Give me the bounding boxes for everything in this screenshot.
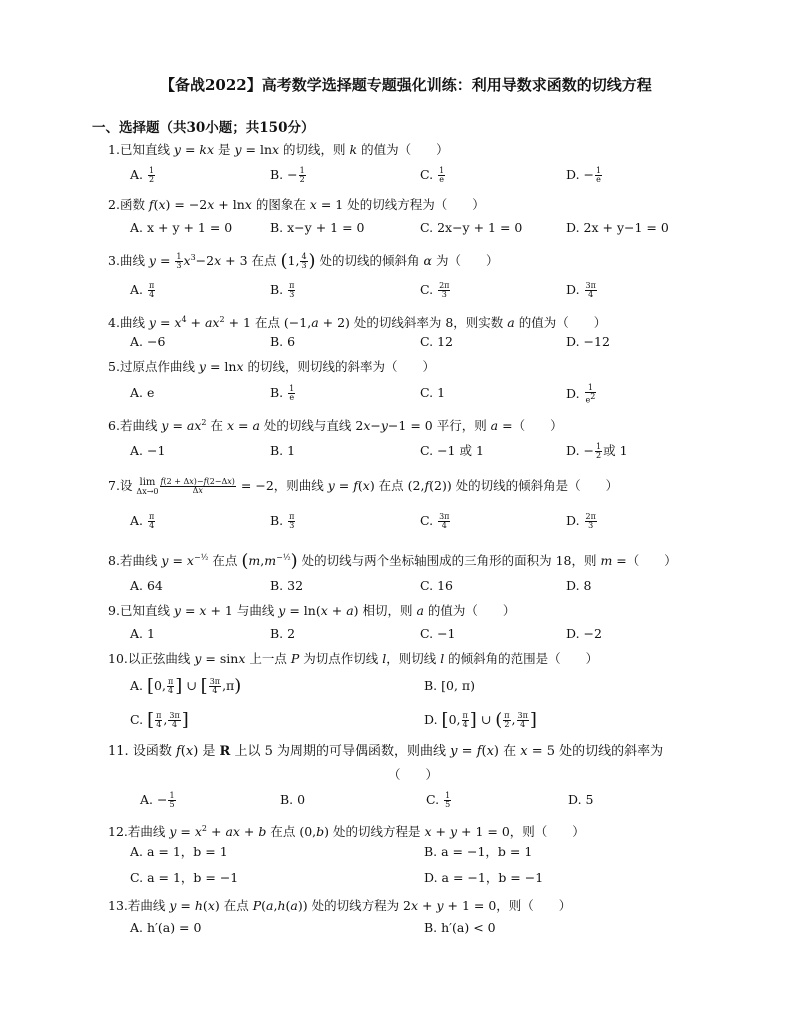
question-9-options	[130, 625, 730, 645]
question-8-options	[130, 577, 730, 597]
option-c[interactable]: C. −1 或 1	[420, 443, 484, 458]
option-d[interactable]: D. 2x + y−1 = 0	[566, 220, 669, 235]
option-d[interactable]: D. a = −1，b = −1	[424, 870, 544, 885]
option-b[interactable]: B. 0	[280, 792, 306, 807]
option-c[interactable]: C. 1	[420, 385, 446, 400]
question-1: 1.已知直线 y = kx 是 y = lnx 的切线，则 k 的值为（ ）	[108, 142, 449, 157]
question-2: 2.函数 f(x) = −2x + lnx 的图象在 x = 1 处的切线方程为（ ）	[108, 197, 485, 212]
option-b[interactable]: B. h′(a) < 0	[424, 920, 496, 935]
option-a[interactable]: A. −1	[130, 443, 166, 458]
option-c[interactable]: C. −1	[420, 626, 456, 641]
option-d[interactable]: D. −2	[566, 626, 602, 641]
option-a[interactable]: A. 1	[130, 626, 155, 641]
option-a[interactable]: A. x + y + 1 = 0	[130, 220, 233, 235]
option-d[interactable]: D. $\frac{1}{e^2}$	[566, 383, 596, 405]
option-d[interactable]: D. 8	[566, 578, 592, 593]
option-c[interactable]: C. 12	[420, 334, 453, 349]
question-12-options-row1	[130, 843, 730, 863]
question-5: 5.过原点作曲线 y = lnx 的切线，则切线的斜率为（ ）	[108, 359, 435, 374]
option-a[interactable]: A. $\frac{\pi}{4}$	[130, 281, 155, 299]
option-c[interactable]: C. [ $\frac{\pi}{4}$ , $\frac{3\pi}{4}$ ]	[130, 709, 189, 731]
question-13-options	[130, 919, 730, 939]
option-d[interactable]: D. − $\frac{1}{e}$	[566, 166, 602, 184]
option-c[interactable]: C. $\frac{1}{5}$	[426, 791, 451, 809]
option-b[interactable]: B. x−y + 1 = 0	[270, 220, 365, 235]
question-7: 7.设 lim Δx→0 $\frac{f(2 + \Delta x)-f(2-\Delta x)}{\Delta x}$ = −2，则曲线 y = f(x) 在点 (2,f(2)) 处的切线的倾斜角是（ ）	[108, 476, 619, 496]
option-c[interactable]: C. $\frac{1}{e}$	[420, 166, 445, 184]
option-a[interactable]: A. $\frac{\pi}{4}$	[130, 512, 155, 530]
question-10: 10.以正弦曲线 y = sinx 上一点 P 为切点作切线 l，则切线 l 的倾斜角的范围是（ ）	[108, 651, 599, 666]
question-5-options	[130, 384, 730, 404]
question-9: 9.已知直线 y = x + 1 与曲线 y = ln(x + a) 相切，则 a 的值为（ ）	[108, 603, 516, 618]
option-b[interactable]: B. $\frac{1}{e}$	[270, 384, 295, 402]
question-11-options	[130, 791, 730, 811]
option-b[interactable]: B. 32	[270, 578, 304, 593]
option-c[interactable]: C. a = 1，b = −1	[130, 870, 239, 885]
option-d[interactable]: D. $\frac{3\pi}{4}$	[566, 281, 596, 299]
option-a[interactable]: A. − $\frac{1}{5}$	[140, 791, 175, 809]
option-b[interactable]: B. $\frac{\pi}{3}$	[270, 512, 295, 530]
option-a[interactable]: A. $\frac{1}{2}$	[130, 166, 155, 184]
option-b[interactable]: B. a = −1，b = 1	[424, 844, 533, 859]
option-b[interactable]: B. 2	[270, 626, 296, 641]
question-6-options	[130, 442, 730, 462]
question-11: 11. 设函数 f(x) 是 R 上以 5 为周期的可导偶函数，则曲线 y = f(x) 在 x = 5 处的切线的斜率为	[108, 744, 664, 759]
option-b[interactable]: B. 1	[270, 443, 296, 458]
option-d[interactable]: D. $\frac{2\pi}{3}$	[566, 512, 596, 530]
question-1-options	[130, 166, 730, 186]
question-10-options-row2	[130, 711, 730, 731]
question-11-blank: （ ）	[388, 767, 439, 782]
question-3: 3.曲线 y = $\frac{1}{3}$ $x^3-2x + 3$ 在点 (1, $\frac{4}{3}$ ) 处的切线的倾斜角 α 为（ ）	[108, 250, 499, 272]
option-a[interactable]: A. e	[130, 385, 155, 400]
option-a[interactable]: A. −6	[130, 334, 166, 349]
question-12-options-row2	[130, 869, 730, 889]
option-a[interactable]: A. a = 1，b = 1	[130, 844, 228, 859]
option-b[interactable]: B. 6	[270, 334, 296, 349]
option-c[interactable]: C. 2x−y + 1 = 0	[420, 220, 523, 235]
question-8: 8.若曲线 $y = x^{-\frac{1}{2}}$ 在点 $(m,m^{-\frac{1}{2}})$ 处的切线与两个坐标轴围成的三角形的面积为 18，则 m =（ ）	[108, 550, 677, 572]
option-a[interactable]: A. h′(a) = 0	[130, 920, 202, 935]
option-c[interactable]: C. $\frac{3\pi}{4}$	[420, 512, 450, 530]
question-2-options	[130, 219, 730, 239]
option-b[interactable]: B. $\frac{\pi}{3}$	[270, 281, 295, 299]
option-c[interactable]: C. $\frac{2\pi}{3}$	[420, 281, 450, 299]
question-3-options	[130, 281, 730, 301]
question-6: 6.若曲线 $y = ax^2$ 在 x = a 处的切线与直线 2x−y−1 = 0 平行，则 a =（ ）	[108, 418, 563, 434]
option-d[interactable]: D. −12	[566, 334, 610, 349]
option-c[interactable]: C. 16	[420, 578, 453, 593]
question-13: 13.若曲线 y = h(x) 在点 P(a,h(a)) 处的切线方程为 2x + y + 1 = 0，则（ ）	[108, 898, 572, 913]
option-d[interactable]: D. − $\frac{1}{2}$ 或 1	[566, 442, 628, 460]
question-12: 12.若曲线 $y = x^2$ + ax + b 在点 (0,b) 处的切线方程是 x + y + 1 = 0，则（ ）	[108, 824, 585, 840]
option-b[interactable]: B. [0, π)	[424, 678, 476, 693]
question-10-options-row1	[130, 677, 730, 697]
option-b[interactable]: B. − $\frac{1}{2}$	[270, 166, 305, 184]
option-a[interactable]: A. 64	[130, 578, 163, 593]
question-4-options	[130, 333, 730, 353]
page-title: 【备战2022】高考数学选择题专题强化训练：利用导数求函数的切线方程	[160, 76, 652, 94]
option-d[interactable]: D. [0, $\frac{\pi}{4}$ ] ∪ ( $\frac{\pi}{2}$ , $\frac{3\pi}{4}$ ]	[424, 709, 537, 731]
question-4: 4.曲线 $y = x^4 + ax^2 + 1$ 在点 (−1,a + 2) 处的切线斜率为 8，则实数 a 的值为（ ）	[108, 315, 607, 331]
section-heading: 一、选择题（共30小题；共150分）	[92, 120, 315, 136]
option-d[interactable]: D. 5	[568, 792, 594, 807]
question-7-options	[130, 512, 730, 532]
option-a[interactable]: A. [0, $\frac{\pi}{4}$ ] ∪ [ $\frac{3\pi}{4}$ ,π)	[130, 675, 242, 697]
